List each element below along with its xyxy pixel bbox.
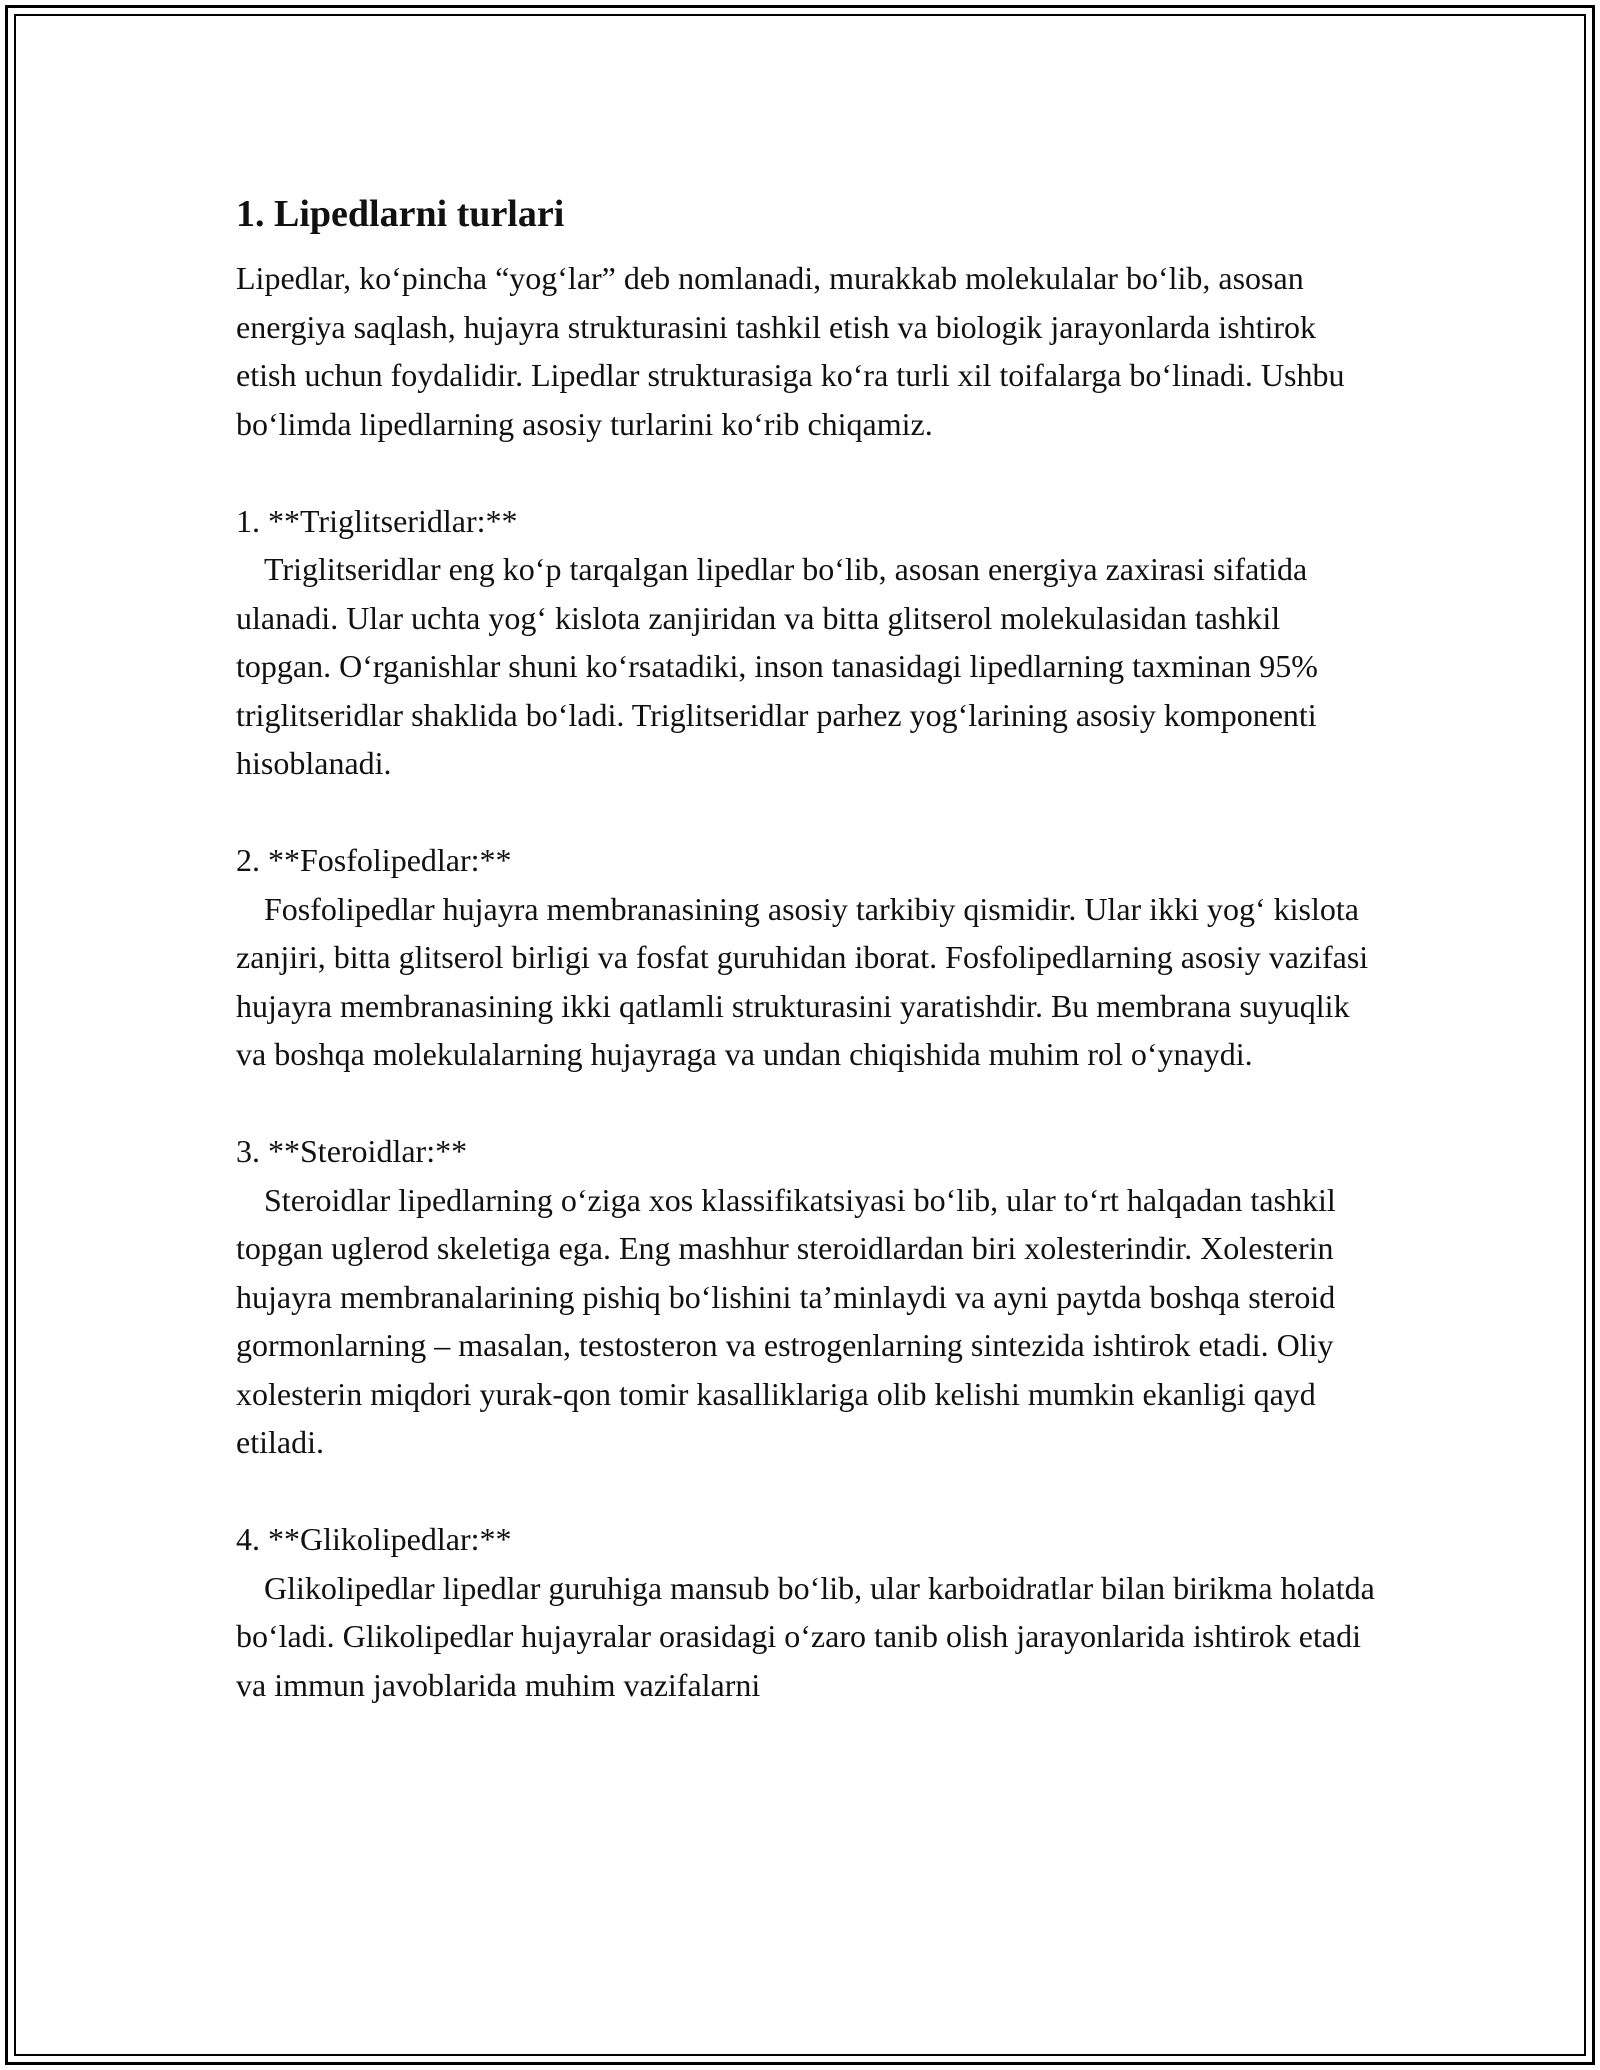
paragraph-gap (236, 1467, 1376, 1516)
paragraph-gap (236, 788, 1376, 837)
document-body (236, 186, 1376, 1709)
section-heading: 1. Lipedlarni turlari (236, 193, 565, 235)
list-item-triglitseridlar (236, 497, 1376, 788)
list-item-title: 4. **Glikolipedlar:** (236, 1521, 512, 1557)
list-item-body: Glikolipedlar lipedlar guruhiga mansub bo‘lib, ular karboidratlar bilan birikma holatda bo‘ladi. Glikolipedlar hujayralar orasidagi o‘zaro tanib olish jarayonlarida ishtirok etadi va immun javoblarida muhim vazifalarni (236, 1569, 1375, 1703)
list-item-title: 3. **Steroidlar:** (236, 1133, 468, 1169)
list-item-glikolipedlar (236, 1515, 1376, 1709)
paragraph-gap (236, 448, 1376, 497)
list-item-body: Steroidlar lipedlarning o‘ziga xos klassifikatsiyasi bo‘lib, ular to‘rt halqadan tashkil topgan uglerod skeletiga ega. Eng mashhur steroidlardan biri xolesterindir. Xolesterin hujayra membranalarining pishiq bo‘lishini ta’minlaydi va ayni paytda boshqa steroid gormonlarning – masalan, testosteron va estrogenlarning sintezida ishtirok etadi. Oliy xolesterin miqdori yurak-qon tomir kasalliklariga olib kelishi mumkin ekanligi qayd etiladi. (236, 1181, 1336, 1460)
list-item-title: 1. **Triglitseridlar:** (236, 502, 518, 539)
list-item-body: Triglitseridlar eng ko‘p tarqalgan lipedlar bo‘lib, asosan energiya zaxirasi sifatida ulanadi. Ular uchta yog‘ kislota zanjiridan va bitta glitserol molekulasidan tashkil topgan. O‘rganishlar shuni ko‘rsatadiki, inson tanasidagi lipedlarning taxminan 95% triglitseridlar shaklida bo‘ladi. Triglitseridlar parhez yog‘larining asosiy komponenti hisoblanadi. (236, 551, 1318, 781)
list-item-body: Fosfolipedlar hujayra membranasining asosiy tarkibiy qismidir. Ular ikki yog‘ kislota zanjiri, bitta glitserol birligi va fosfat guruhidan iborat. Fosfolipedlarning asosiy vazifasi hujayra membranasining ikki qatlamli strukturasini yaratishdir. Bu membrana suyuqlik va boshqa molekulalarning hujayraga va undan chiqishida muhim rol o‘ynaydi. (236, 890, 1369, 1072)
list-item-steroidlar (236, 1127, 1376, 1467)
list-item-title: 2. **Fosfolipedlar:** (236, 842, 512, 878)
intro-paragraph: Lipedlar, ko‘pincha “yog‘lar” deb nomlanadi, murakkab molekulalar bo‘lib, asosan energiya saqlash, hujayra strukturasini tashkil etish va biologik jarayonlarda ishtirok etish uchun foydalidir. Lipedlar strukturasiga ko‘ra turli xil toifalarga bo‘linadi. Ushbu bo‘limda lipedlarning asosiy turlarini ko‘rib chiqamiz. (236, 260, 1345, 442)
list-item-fosfolipedlar (236, 836, 1376, 1079)
paragraph-gap (236, 1079, 1376, 1128)
